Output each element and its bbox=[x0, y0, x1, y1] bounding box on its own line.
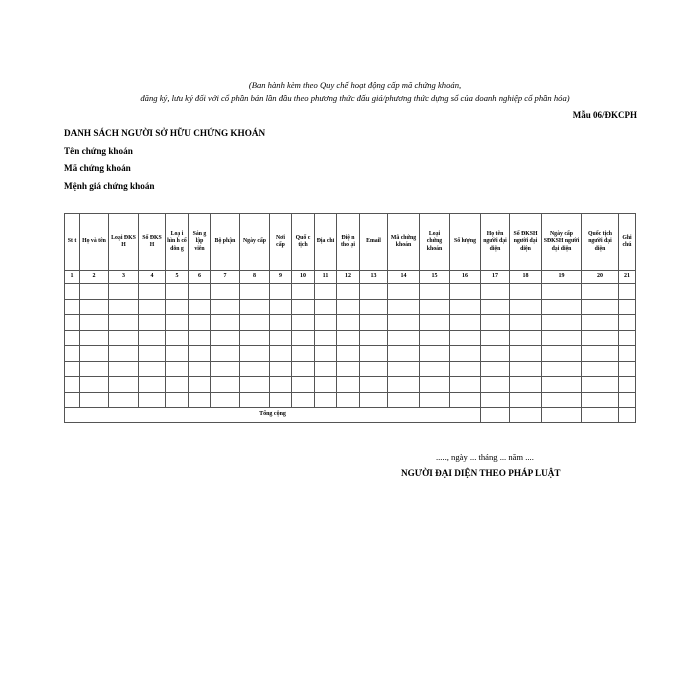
table-cell[interactable] bbox=[582, 346, 619, 362]
table-cell[interactable] bbox=[270, 361, 292, 377]
table-cell[interactable] bbox=[80, 346, 109, 362]
column-number: 18 bbox=[510, 271, 542, 284]
table-cell[interactable] bbox=[420, 330, 450, 346]
table-cell[interactable] bbox=[189, 392, 211, 408]
table-cell[interactable] bbox=[211, 377, 240, 393]
form-code: Mẫu 06/ĐKCPH bbox=[572, 110, 637, 120]
table-cell[interactable] bbox=[337, 346, 360, 362]
column-number: 14 bbox=[388, 271, 420, 284]
column-number: 4 bbox=[139, 271, 166, 284]
column-header: Quố c tịch bbox=[292, 214, 315, 271]
table-cell[interactable] bbox=[315, 392, 337, 408]
table-cell[interactable] bbox=[360, 346, 388, 362]
table-cell[interactable] bbox=[139, 392, 166, 408]
table-cell[interactable] bbox=[240, 330, 270, 346]
column-header: Số ĐKSH người đại diện bbox=[510, 214, 542, 271]
table-cell[interactable] bbox=[360, 361, 388, 377]
table-cell[interactable] bbox=[189, 284, 211, 300]
table-cell[interactable] bbox=[388, 361, 420, 377]
table-cell[interactable] bbox=[166, 346, 189, 362]
table-cell[interactable] bbox=[420, 377, 450, 393]
column-number: 21 bbox=[619, 271, 636, 284]
table-cell[interactable] bbox=[315, 377, 337, 393]
column-number: 9 bbox=[270, 271, 292, 284]
column-number: 15 bbox=[420, 271, 450, 284]
table-cell[interactable] bbox=[360, 392, 388, 408]
table-cell[interactable] bbox=[360, 330, 388, 346]
table-cell[interactable] bbox=[80, 299, 109, 315]
table-cell[interactable] bbox=[619, 299, 636, 315]
table-cell[interactable] bbox=[360, 315, 388, 331]
table-cell[interactable] bbox=[270, 346, 292, 362]
column-header: Điệ n tho ại bbox=[337, 214, 360, 271]
table-cell[interactable] bbox=[240, 392, 270, 408]
table-cell[interactable] bbox=[450, 315, 481, 331]
column-number: 1 bbox=[65, 271, 80, 284]
header-row bbox=[65, 214, 636, 271]
table-cell[interactable] bbox=[166, 361, 189, 377]
table-cell[interactable] bbox=[450, 299, 481, 315]
table-cell[interactable] bbox=[420, 315, 450, 331]
table-cell[interactable] bbox=[619, 408, 636, 423]
table-row bbox=[65, 392, 636, 408]
column-number: 8 bbox=[240, 271, 270, 284]
column-number: 11 bbox=[315, 271, 337, 284]
table-cell[interactable] bbox=[337, 361, 360, 377]
table-cell[interactable] bbox=[80, 361, 109, 377]
table-cell[interactable] bbox=[189, 346, 211, 362]
table-cell[interactable] bbox=[481, 299, 510, 315]
issuance-note-line1: (Ban hành kèm theo Quy chế hoạt động cấp mã chứng khoán, bbox=[248, 80, 462, 90]
table-cell[interactable] bbox=[270, 284, 292, 300]
table-cell[interactable] bbox=[80, 392, 109, 408]
table-cell[interactable] bbox=[211, 361, 240, 377]
date-line: ....., ngày ... tháng ... năm .... bbox=[436, 452, 534, 462]
column-number: 7 bbox=[211, 271, 240, 284]
table-cell[interactable] bbox=[582, 315, 619, 331]
table-row bbox=[65, 346, 636, 362]
column-header: Số ĐKS H bbox=[139, 214, 166, 271]
table-cell[interactable] bbox=[542, 330, 582, 346]
column-number: 6 bbox=[189, 271, 211, 284]
table-cell[interactable] bbox=[189, 315, 211, 331]
table-cell[interactable] bbox=[80, 284, 109, 300]
column-header: Họ tên người đại diện bbox=[481, 214, 510, 271]
table-cell[interactable] bbox=[510, 408, 542, 423]
table-cell[interactable] bbox=[420, 392, 450, 408]
table-cell[interactable] bbox=[388, 299, 420, 315]
table-cell[interactable] bbox=[65, 361, 80, 377]
table-cell[interactable] bbox=[240, 284, 270, 300]
table-cell[interactable] bbox=[315, 315, 337, 331]
column-header: Địa chỉ bbox=[315, 214, 337, 271]
column-header: Họ và tên bbox=[80, 214, 109, 271]
table-cell[interactable] bbox=[166, 315, 189, 331]
table-cell[interactable] bbox=[189, 330, 211, 346]
table-cell[interactable] bbox=[337, 392, 360, 408]
table-cell[interactable] bbox=[481, 315, 510, 331]
table-cell[interactable] bbox=[109, 361, 139, 377]
table-cell[interactable] bbox=[240, 377, 270, 393]
table-cell[interactable] bbox=[420, 284, 450, 300]
table-cell[interactable] bbox=[270, 330, 292, 346]
table-cell[interactable] bbox=[510, 299, 542, 315]
column-header: Nơi cấp bbox=[270, 214, 292, 271]
table-cell[interactable] bbox=[420, 346, 450, 362]
table-cell[interactable] bbox=[109, 330, 139, 346]
column-header: Quốc tịch người đại diện bbox=[582, 214, 619, 271]
table-cell[interactable] bbox=[292, 315, 315, 331]
table-cell[interactable] bbox=[65, 330, 80, 346]
table-cell[interactable] bbox=[582, 299, 619, 315]
table-cell[interactable] bbox=[450, 361, 481, 377]
table-cell[interactable] bbox=[388, 330, 420, 346]
table-cell[interactable] bbox=[510, 392, 542, 408]
table-row bbox=[65, 377, 636, 393]
column-header: Số lượng bbox=[450, 214, 481, 271]
table-cell[interactable] bbox=[582, 377, 619, 393]
table-cell[interactable] bbox=[619, 330, 636, 346]
table-cell[interactable] bbox=[292, 330, 315, 346]
table-cell[interactable] bbox=[166, 299, 189, 315]
table-cell[interactable] bbox=[337, 315, 360, 331]
table-cell[interactable] bbox=[139, 299, 166, 315]
table-cell[interactable] bbox=[360, 299, 388, 315]
column-number: 5 bbox=[166, 271, 189, 284]
security-code-label: Mã chứng khoán bbox=[64, 163, 131, 173]
column-header: Loạ i hìn h cổ đôn g bbox=[166, 214, 189, 271]
table-cell[interactable] bbox=[337, 330, 360, 346]
table-cell[interactable] bbox=[510, 346, 542, 362]
table-cell[interactable] bbox=[388, 284, 420, 300]
table-cell[interactable] bbox=[360, 284, 388, 300]
table-cell[interactable] bbox=[211, 299, 240, 315]
table-cell[interactable] bbox=[510, 330, 542, 346]
column-number-row bbox=[65, 271, 636, 284]
table-cell[interactable] bbox=[582, 330, 619, 346]
table-cell[interactable] bbox=[240, 315, 270, 331]
table-cell[interactable] bbox=[109, 346, 139, 362]
column-number: 10 bbox=[292, 271, 315, 284]
table-cell[interactable] bbox=[481, 408, 510, 423]
table-cell[interactable] bbox=[450, 377, 481, 393]
table-cell[interactable] bbox=[139, 315, 166, 331]
table-cell[interactable] bbox=[420, 361, 450, 377]
table-row bbox=[65, 299, 636, 315]
table-cell[interactable] bbox=[270, 377, 292, 393]
table-cell[interactable] bbox=[388, 392, 420, 408]
column-header: Ghi chú bbox=[619, 214, 636, 271]
table-cell[interactable] bbox=[211, 284, 240, 300]
column-number: 3 bbox=[109, 271, 139, 284]
table-cell[interactable] bbox=[481, 361, 510, 377]
table-cell[interactable] bbox=[337, 299, 360, 315]
column-header: St t bbox=[65, 214, 80, 271]
table-cell[interactable] bbox=[166, 392, 189, 408]
table-cell[interactable] bbox=[619, 346, 636, 362]
par-value-label: Mệnh giá chứng khoán bbox=[64, 181, 155, 191]
table-cell[interactable] bbox=[109, 392, 139, 408]
table-cell[interactable] bbox=[80, 377, 109, 393]
table-cell[interactable] bbox=[139, 284, 166, 300]
table-cell[interactable] bbox=[542, 284, 582, 300]
table-cell[interactable] bbox=[619, 284, 636, 300]
table-cell[interactable] bbox=[270, 299, 292, 315]
column-number: 16 bbox=[450, 271, 481, 284]
table-cell[interactable] bbox=[388, 346, 420, 362]
table-cell[interactable] bbox=[240, 346, 270, 362]
table-cell[interactable] bbox=[619, 392, 636, 408]
table-cell[interactable] bbox=[582, 284, 619, 300]
table-cell[interactable] bbox=[211, 315, 240, 331]
issuance-note bbox=[60, 79, 650, 105]
column-number: 17 bbox=[481, 271, 510, 284]
table-cell[interactable] bbox=[450, 346, 481, 362]
table-cell[interactable] bbox=[65, 299, 80, 315]
table-cell[interactable] bbox=[542, 361, 582, 377]
column-header: Sán g lập viên bbox=[189, 214, 211, 271]
table-cell[interactable] bbox=[481, 392, 510, 408]
table-cell[interactable] bbox=[211, 330, 240, 346]
table-cell[interactable] bbox=[481, 346, 510, 362]
table-cell[interactable] bbox=[510, 377, 542, 393]
table-cell[interactable] bbox=[619, 361, 636, 377]
table-cell[interactable] bbox=[582, 361, 619, 377]
table-cell[interactable] bbox=[337, 377, 360, 393]
table-cell[interactable] bbox=[109, 377, 139, 393]
table-cell[interactable] bbox=[65, 392, 80, 408]
table-cell[interactable] bbox=[292, 346, 315, 362]
table-row bbox=[65, 361, 636, 377]
table-cell[interactable] bbox=[542, 408, 582, 423]
table-cell[interactable] bbox=[450, 392, 481, 408]
table-cell[interactable] bbox=[450, 284, 481, 300]
table-cell[interactable] bbox=[582, 392, 619, 408]
table-cell[interactable] bbox=[388, 377, 420, 393]
table-cell[interactable] bbox=[542, 315, 582, 331]
column-header: Ngày cấp bbox=[240, 214, 270, 271]
table-cell[interactable] bbox=[510, 361, 542, 377]
table-cell[interactable] bbox=[139, 330, 166, 346]
table-cell[interactable] bbox=[166, 330, 189, 346]
table-cell[interactable] bbox=[292, 361, 315, 377]
table-cell[interactable] bbox=[542, 392, 582, 408]
column-number: 20 bbox=[582, 271, 619, 284]
shareholder-table bbox=[64, 213, 636, 423]
table-cell[interactable] bbox=[109, 315, 139, 331]
table-cell[interactable] bbox=[481, 284, 510, 300]
table-cell[interactable] bbox=[65, 377, 80, 393]
table-cell[interactable] bbox=[80, 315, 109, 331]
table-cell[interactable] bbox=[139, 377, 166, 393]
table-cell[interactable] bbox=[388, 315, 420, 331]
table-cell[interactable] bbox=[292, 392, 315, 408]
total-row bbox=[65, 408, 636, 423]
table-cell[interactable] bbox=[542, 377, 582, 393]
table-cell[interactable] bbox=[315, 361, 337, 377]
column-number: 19 bbox=[542, 271, 582, 284]
table-cell[interactable] bbox=[510, 315, 542, 331]
table-cell[interactable] bbox=[315, 284, 337, 300]
document-title: DANH SÁCH NGƯỜI SỞ HỮU CHỨNG KHOÁN bbox=[64, 128, 266, 138]
issuance-note-line2: đăng ký, lưu ký đối với cổ phần bán lần đầu theo phương thức đấu giá/phương thức dựng sổ của doanh nghiệp cổ phần hóa) bbox=[140, 93, 570, 103]
table-row bbox=[65, 330, 636, 346]
table-cell[interactable] bbox=[189, 299, 211, 315]
table-cell[interactable] bbox=[65, 346, 80, 362]
column-header: Bộ phận bbox=[211, 214, 240, 271]
table-cell[interactable] bbox=[510, 284, 542, 300]
table-cell[interactable] bbox=[292, 299, 315, 315]
table-cell[interactable] bbox=[109, 299, 139, 315]
table-cell[interactable] bbox=[450, 330, 481, 346]
table-cell[interactable] bbox=[139, 346, 166, 362]
table-cell[interactable] bbox=[240, 361, 270, 377]
table-cell[interactable] bbox=[211, 346, 240, 362]
security-name-label: Tên chứng khoán bbox=[64, 146, 133, 156]
table-cell[interactable] bbox=[619, 377, 636, 393]
table-cell[interactable] bbox=[109, 284, 139, 300]
table-cell[interactable] bbox=[166, 377, 189, 393]
column-number: 12 bbox=[337, 271, 360, 284]
table-cell[interactable] bbox=[420, 299, 450, 315]
table-cell[interactable] bbox=[166, 284, 189, 300]
table-cell[interactable] bbox=[65, 315, 80, 331]
table-cell[interactable] bbox=[315, 299, 337, 315]
table-cell[interactable] bbox=[619, 315, 636, 331]
table-cell[interactable] bbox=[292, 284, 315, 300]
table-cell[interactable] bbox=[360, 377, 388, 393]
table-cell[interactable] bbox=[582, 408, 619, 423]
table-cell[interactable] bbox=[542, 346, 582, 362]
column-header: Loại ĐKS H bbox=[109, 214, 139, 271]
table-row bbox=[65, 315, 636, 331]
column-header: Email bbox=[360, 214, 388, 271]
table-cell[interactable] bbox=[270, 315, 292, 331]
column-number: 2 bbox=[80, 271, 109, 284]
table-cell[interactable] bbox=[292, 377, 315, 393]
table-cell[interactable] bbox=[481, 377, 510, 393]
table-cell[interactable] bbox=[315, 330, 337, 346]
column-header: Ngày cấp SĐKSH người đại diện bbox=[542, 214, 582, 271]
column-header: Mã chứng khoán bbox=[388, 214, 420, 271]
table-cell[interactable] bbox=[211, 392, 240, 408]
table-cell[interactable] bbox=[189, 377, 211, 393]
table-cell[interactable] bbox=[189, 361, 211, 377]
table-cell[interactable] bbox=[337, 284, 360, 300]
table-cell[interactable] bbox=[542, 299, 582, 315]
column-header: Loại chứng khoán bbox=[420, 214, 450, 271]
table-row bbox=[65, 284, 636, 300]
table-cell[interactable] bbox=[240, 299, 270, 315]
table-cell[interactable] bbox=[65, 284, 80, 300]
table-cell[interactable] bbox=[270, 392, 292, 408]
table-cell[interactable] bbox=[315, 346, 337, 362]
legal-representative-label: NGƯỜI ĐẠI DIỆN THEO PHÁP LUẬT bbox=[401, 468, 561, 478]
total-label: Tổng cộng bbox=[65, 408, 481, 423]
column-number: 13 bbox=[360, 271, 388, 284]
table-cell[interactable] bbox=[139, 361, 166, 377]
table-cell[interactable] bbox=[80, 330, 109, 346]
table-cell[interactable] bbox=[481, 330, 510, 346]
